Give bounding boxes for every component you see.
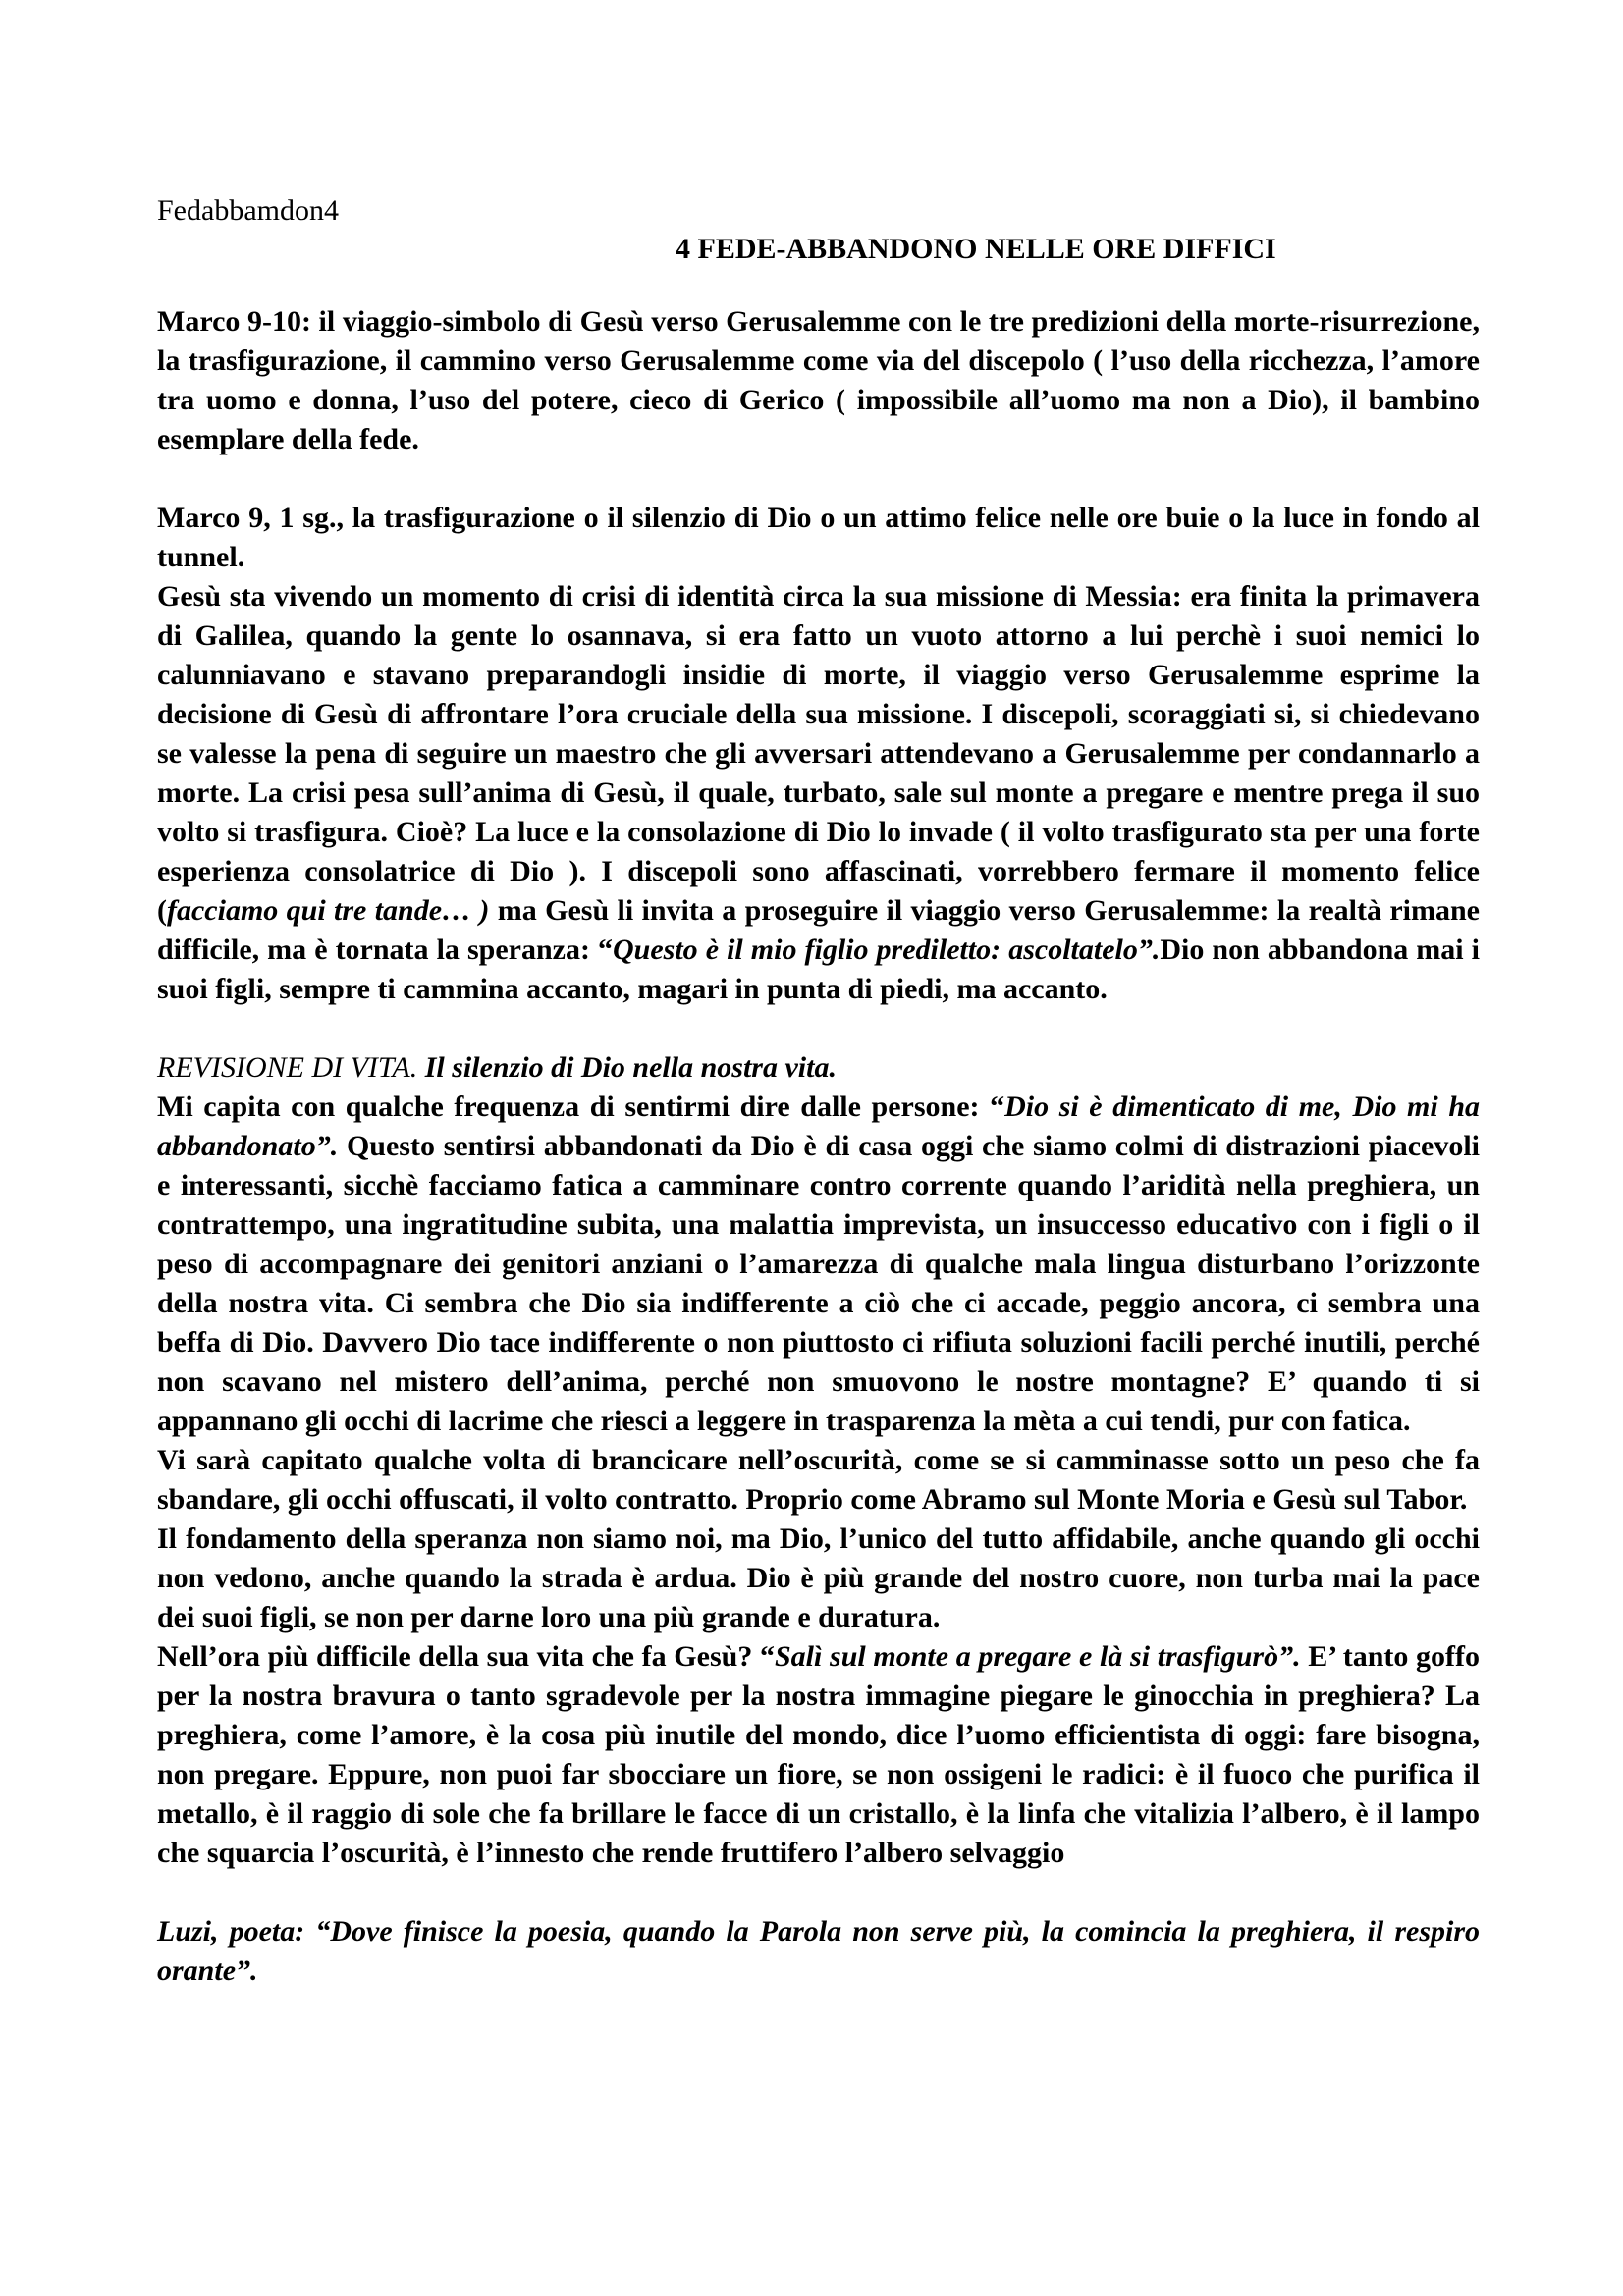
document-page: [157, 192, 1480, 1991]
para4-italic-dio: Dio si è dimenticato di me, Dio mi ha abbandonato”.: [157, 1091, 1481, 1162]
paragraph-speranza: Il fondamento della speranza non siamo noi, ma Dio, l’unico del tutto affidabile, anche quando gli occhi non vedono, anche quando la strada è ardua. Dio è più grande del nostro cuore, non turba mai la pace dei suoi figli, se non per darne loro una più grande e duratura.: [157, 1522, 1480, 1633]
quote-luzi: Luzi, poeta: “Dove finisce la poesia, quando la Parola non serve più, la comincia la preghiera, il respiro orante”.: [157, 1915, 1480, 1987]
para7-text-a: Nell’ora più difficile della sua vita che fa Gesù? “: [157, 1640, 775, 1673]
para4-text-a: Mi capita con qualche frequenza di sentirmi dire dalle persone: “: [157, 1091, 1005, 1123]
para7-text-c: E’ tanto goffo per la nostra bravura o tanto sgradevole per la nostra immagine piegare le ginocchia in preghiera? La preghiera, come l’amore, è la cosa più inutile del mondo, dice l’uomo efficientista di oggi: fare bisogna, non pregare. Eppure, non puoi far sbocciare un fiore, se non ossigeni le radici: è il fuoco che purifica il metallo, è il raggio di sole che fa brillare le facce di un cristallo, è la linfa che vitalizia l’albero, è il lampo che squarcia l’oscurità, è l’innesto che rende fruttifero l’albero selvaggio: [157, 1640, 1481, 1869]
document-filename: Fedabbamdon4: [157, 194, 339, 227]
para4-text-c: Questo sentirsi abbandonati da Dio è di casa oggi che siamo colmi di distrazioni piacevoli e interessanti, sicchè facciamo fatica a camminare contro corrente quando l’aridità nella preghiera, un contrattempo, una ingratitudine subita, una malattia imprevista, un insuccesso educativo con i figli o il peso di accompagnare dei genitori anziani o l’amarezza di qualche mala lingua disturbano l’orizzonte della nostra vita. Ci sembra che Dio sia indifferente a ciò che ci accade, peggio ancora, ci sembra una beffa di Dio. Davvero Dio tace indifferente o non piuttosto ci rifiuta soluzioni facili perché inutili, perché non scavano nel mistero dell’anima, perché non smuovono le nostre montagne? E’ quando ti si appannano gli occhi di lacrime che riesci a leggere in trasparenza la mèta a cui tendi, pur con fatica.: [157, 1130, 1480, 1437]
document-title: 4 FEDE-ABBANDONO NELLE ORE DIFFICI: [676, 233, 1276, 265]
paragraph-gesu-crisi: [157, 577, 1480, 1009]
revision-heading-lead: REVISIONE DI VITA.: [157, 1051, 418, 1084]
paragraph-abbandonati: [157, 1088, 1480, 1441]
revision-heading: [157, 1048, 1480, 1088]
para7-italic-monte: Salì sul monte a pregare e là si trasfigurò”.: [775, 1640, 1301, 1673]
para3-text-c: ma Gesù li invita a proseguire il viaggio verso Gerusalemme: la realtà rimane difficile, ma è tornata la speranza: “: [157, 894, 1480, 966]
paragraph-marco-9-10: Marco 9-10: il viaggio-simbolo di Gesù verso Gerusalemme con le tre predizioni della morte-risurrezione, la trasfigurazione, il cammino verso Gerusalemme come via del discepolo ( l’uso della ricchezza, l’amore tra uomo e donna, l’uso del potere, cieco di Gerico ( impossibile all’uomo ma non a Dio), il bambino esemplare della fede.: [157, 305, 1480, 455]
para3-italic-figlio: Questo è il mio figlio prediletto: ascoltatelo”.: [613, 934, 1161, 966]
paragraph-marco-9-1: Marco 9, 1 sg., la trasfigurazione o il silenzio di Dio o un attimo felice nelle ore buie o la luce in fondo al tunnel.: [157, 502, 1480, 573]
paragraph-oscurita: Vi sarà capitato qualche volta di brancicare nell’oscurità, come se si camminasse sotto un peso che fa sbandare, gli occhi offuscati, il volto contratto. Proprio come Abramo sul Monte Moria e Gesù sul Tabor.: [157, 1444, 1480, 1516]
revision-heading-rest: Il silenzio di Dio nella nostra vita.: [417, 1051, 837, 1084]
para3-text-a: Gesù sta vivendo un momento di crisi di identità circa la sua missione di Messia: era finita la primavera di Galilea, quando la gente lo osannava, si era fatto un vuoto attorno a lui perchè i suoi nemici lo calunniavano e stavano preparandogli insidie di morte, il viaggio verso Gerusalemme esprime la decisione di Gesù di affrontare l’ora cruciale della sua missione. I discepoli, scoraggiati si, si chiedevano se valesse la pena di seguire un maestro che gli avversari attendevano a Gerusalemme per condannarlo a morte. La crisi pesa sull’anima di Gesù, il quale, turbato, sale sul monte a pregare e mentre prega il suo volto si trasfigura. Cioè? La luce e la consolazione di Dio lo invade ( il volto trasfigurato sta per una forte esperienza consolatrice di Dio ). I discepoli sono affascinati, vorrebbero fermare il momento felice (: [157, 580, 1480, 927]
para3-italic-tande: facciamo qui tre tande… ): [167, 894, 490, 927]
paragraph-preghiera: [157, 1637, 1480, 1873]
para3-text-e: Dio non abbandona mai i suoi figli, sempre ti cammina accanto, magari in punta di piedi, ma accanto.: [157, 934, 1480, 1005]
